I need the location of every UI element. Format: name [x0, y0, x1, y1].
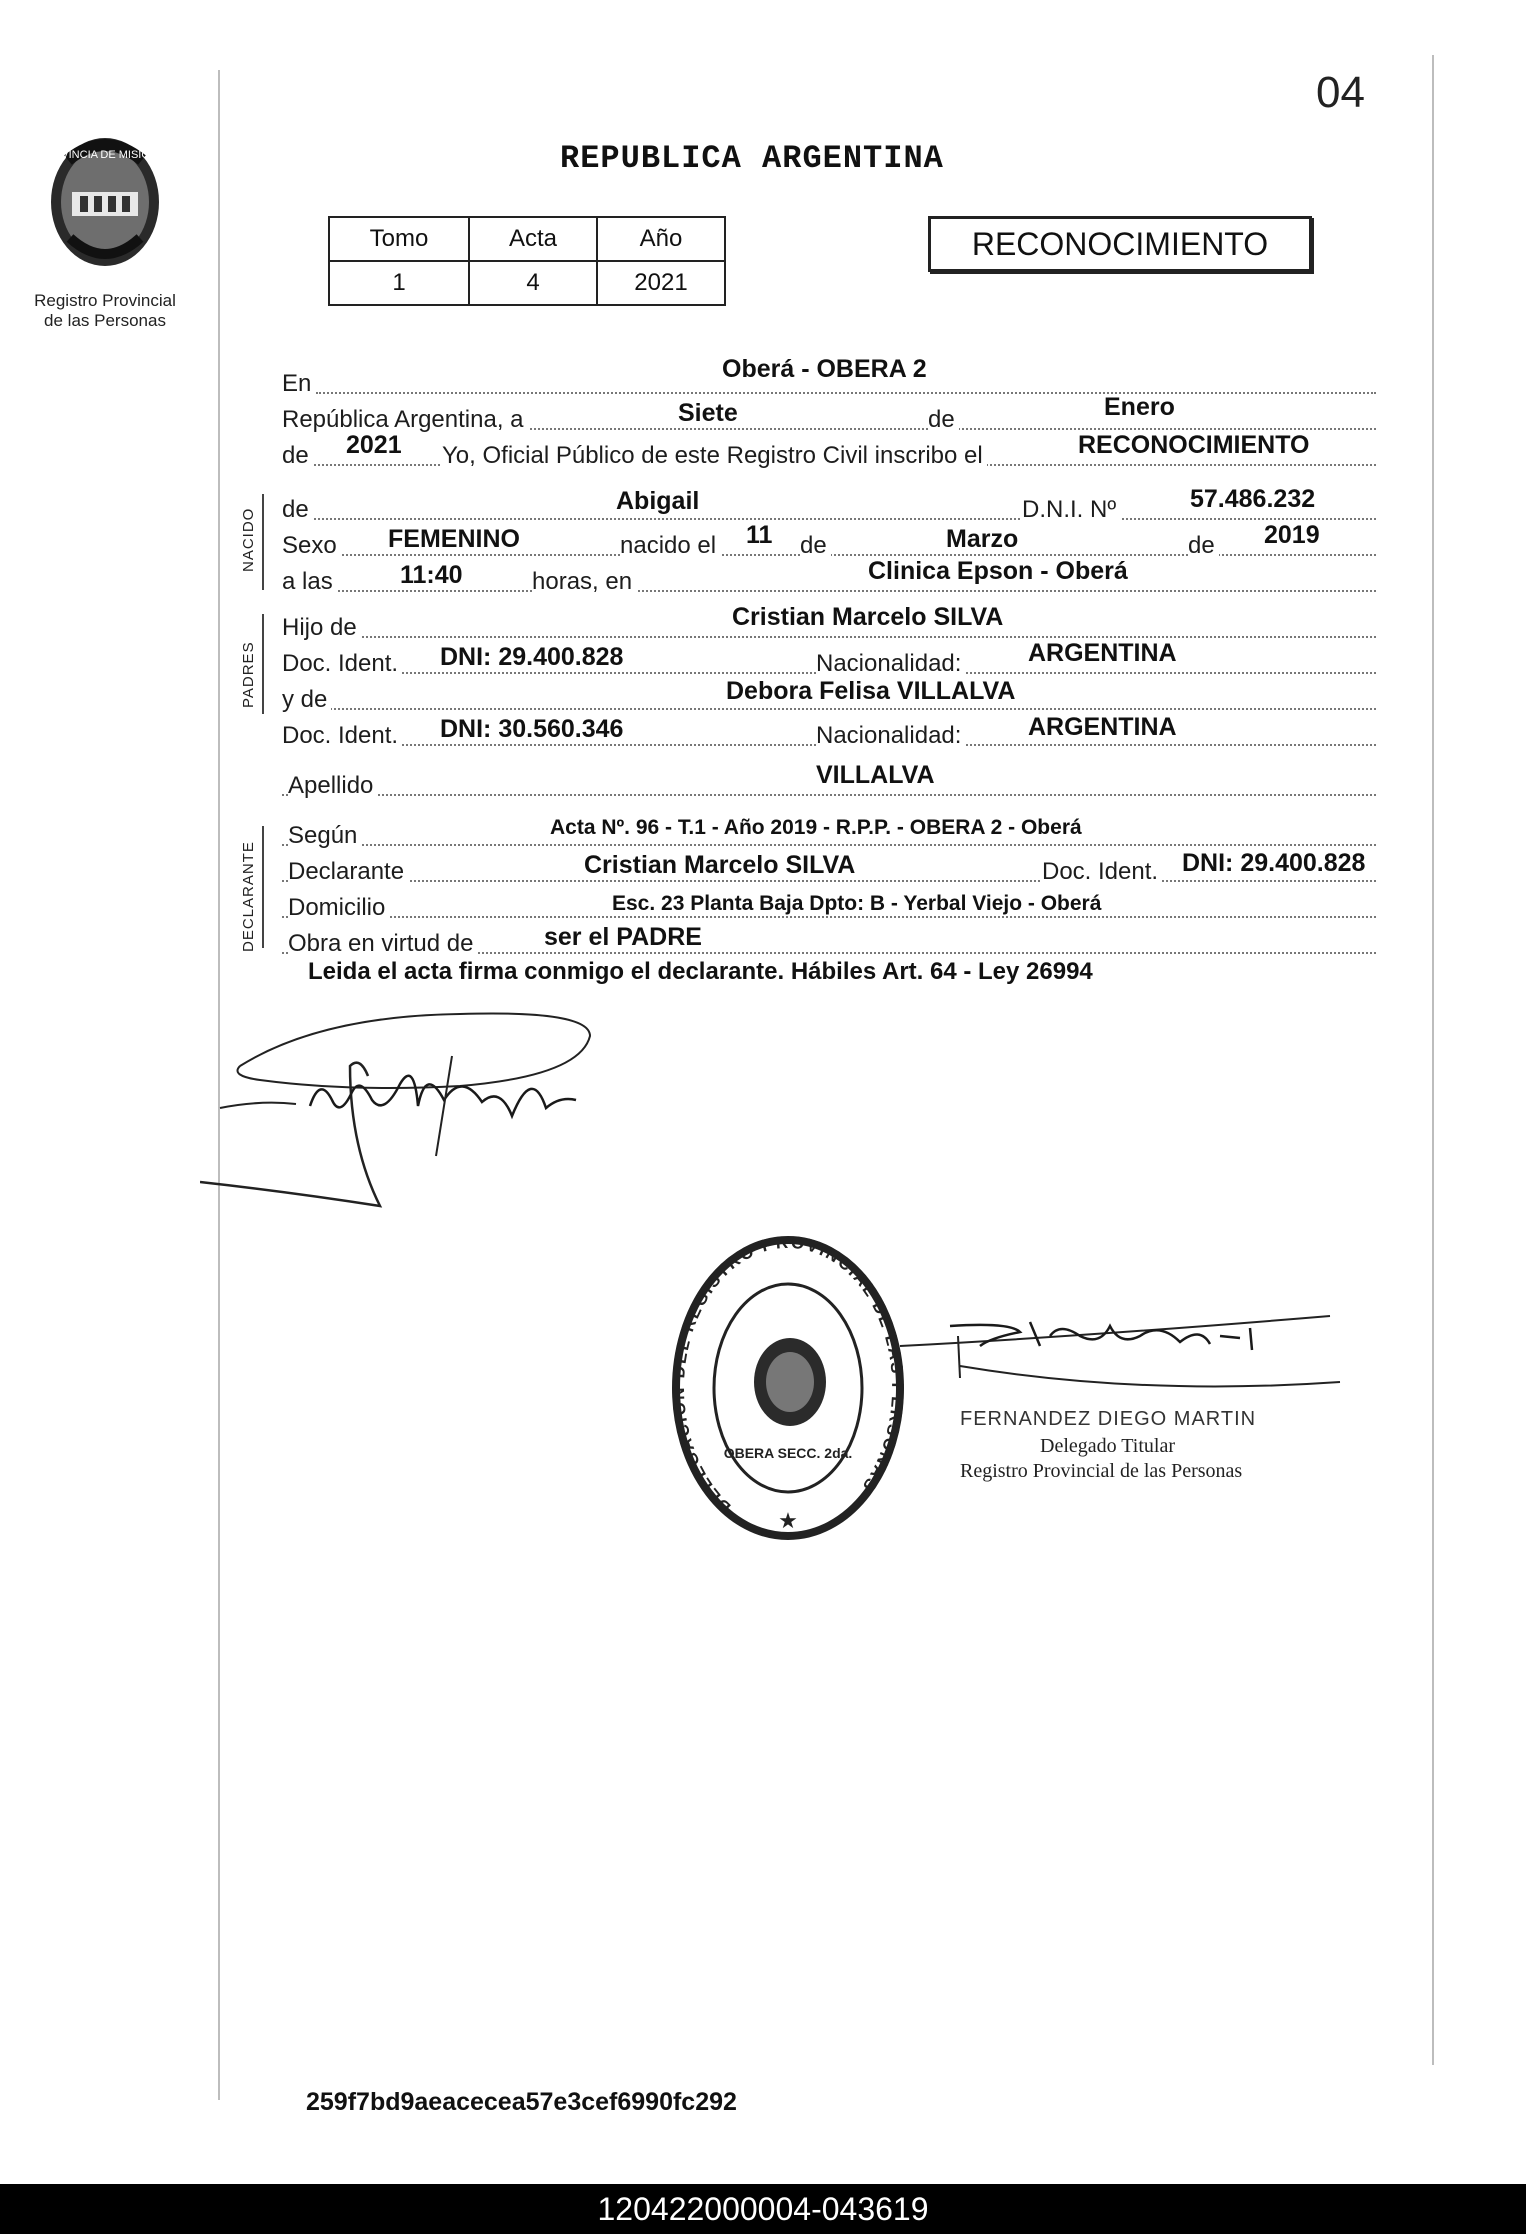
month-value: Enero	[1104, 393, 1175, 421]
registry-logo	[30, 130, 180, 331]
closing-statement: Leida el acta firma conmigo el declarante. Hábiles Art. 64 - Ley 26994	[308, 958, 1093, 985]
sexo-value: FEMENINO	[388, 525, 520, 553]
birth-time-value: 11:40	[400, 561, 463, 589]
father-nationality-value: ARGENTINA	[1028, 639, 1177, 667]
birth-day-value: 11	[746, 521, 773, 549]
registry-value-anio: 2021	[597, 261, 725, 305]
registry-value-acta: 4	[469, 261, 597, 305]
right-margin-line	[1432, 55, 1434, 2065]
act-type-box: RECONOCIMIENTO	[928, 216, 1312, 272]
registry-header-tomo: Tomo	[329, 217, 469, 261]
signer-block	[960, 1408, 1320, 1483]
registry-table	[328, 216, 726, 306]
line-madre: y de Debora Felisa VILLALVA	[282, 684, 1376, 714]
line-segun: Según Acta Nº. 96 - T.1 - Año 2019 - R.P.P. - OBERA 2 - Oberá	[282, 820, 1376, 850]
mother-name-value: Debora Felisa VILLALVA	[726, 677, 1016, 705]
signer-organization: Registro Provincial de las Personas	[960, 1460, 1243, 1482]
birth-year-value: 2019	[1264, 521, 1320, 549]
declarante-name-value: Cristian Marcelo SILVA	[584, 851, 856, 879]
signer-name: FERNANDEZ DIEGO MARTIN	[960, 1408, 1257, 1430]
registry-stamp	[668, 1232, 908, 1546]
line-inscribo: de 2021 Yo, Oficial Público de este Registro Civil inscribo el RECONOCIMIENTO	[282, 440, 1376, 470]
footer-id-bar: 120422000004-043619	[0, 2184, 1526, 2234]
apellido-value: VILLALVA	[816, 761, 935, 789]
registry-header-acta: Acta	[469, 217, 597, 261]
day-value: Siete	[678, 399, 738, 427]
line-obra: Obra en virtud de ser el PADRE	[282, 928, 1376, 958]
logo-caption: Registro Provincial de las Personas	[34, 291, 176, 330]
country-heading: REPUBLICA ARGENTINA	[560, 140, 944, 177]
registry-header-anio: Año	[597, 217, 725, 261]
line-nacido-hora: a las 11:40 horas, en Clinica Epson - Oberá	[282, 566, 1376, 596]
registry-value-tomo: 1	[329, 261, 469, 305]
mother-doc-value: DNI: 30.560.346	[440, 715, 624, 743]
segun-value: Acta Nº. 96 - T.1 - Año 2019 - R.P.P. - OBERA 2 - Oberá	[550, 816, 1082, 839]
declarant-signature	[200, 996, 620, 1216]
svg-text:OBERA SECC. 2da.: OBERA SECC. 2da.	[723, 1445, 853, 1461]
line-padre: Hijo de Cristian Marcelo SILVA	[282, 612, 1376, 642]
line-en: En Oberá - OBERA 2	[282, 368, 1376, 398]
birth-place-value: Clinica Epson - Oberá	[868, 557, 1128, 585]
provincial-seal-icon	[30, 130, 180, 280]
place-value: Oberá - OBERA 2	[722, 355, 927, 383]
child-dni-value: 57.486.232	[1190, 485, 1316, 513]
child-name-value: Abigail	[616, 487, 700, 515]
inscription-type-value: RECONOCIMIENTO	[1078, 431, 1310, 459]
birth-month-value: Marzo	[946, 525, 1019, 553]
line-nacido-nombre: de Abigail D.N.I. Nº 57.486.232	[282, 494, 1376, 524]
svg-text:PROVINCIA DE MISIONES: PROVINCIA DE MISIONES	[37, 149, 173, 161]
line-fecha: República Argentina, a Siete de Enero	[282, 404, 1376, 434]
registry-table-values	[329, 261, 725, 305]
signer-title: Delegado Titular	[1040, 1435, 1175, 1457]
svg-text:DELEGACION DEL REGISTRO PROVIN: DELEGACION DEL REGISTRO PROVINCIAL DE LAS PERSONAS	[668, 1232, 908, 1517]
father-doc-value: DNI: 29.400.828	[440, 643, 624, 671]
registry-table-header	[329, 217, 725, 261]
line-apellido: Apellido VILLALVA	[282, 770, 1376, 800]
document-hash: 259f7bd9aeacecea57e3cef6990fc292	[306, 2088, 737, 2116]
official-signature	[890, 1286, 1350, 1406]
declarante-doc-value: DNI: 29.400.828	[1182, 849, 1366, 877]
obra-value: ser el PADRE	[544, 923, 702, 951]
line-declarante: Declarante Cristian Marcelo SILVA Doc. Ident. DNI: 29.400.828	[282, 856, 1376, 886]
mother-nationality-value: ARGENTINA	[1028, 713, 1177, 741]
line-madre-doc: Doc. Ident. DNI: 30.560.346 Nacionalidad: ARGENTINA	[282, 720, 1376, 750]
line-domicilio: Domicilio Esc. 23 Planta Baja Dpto: B - Yerbal Viejo - Oberá	[282, 892, 1376, 922]
svg-text:★: ★	[778, 1508, 798, 1533]
line-padre-doc: Doc. Ident. DNI: 29.400.828 Nacionalidad: ARGENTINA	[282, 648, 1376, 678]
line-nacido-sexo: Sexo FEMENINO nacido el 11 de Marzo de 2019	[282, 530, 1376, 560]
page-number: 04	[1316, 68, 1365, 117]
year-value: 2021	[346, 431, 402, 459]
domicilio-value: Esc. 23 Planta Baja Dpto: B - Yerbal Viejo - Oberá	[612, 892, 1102, 915]
father-name-value: Cristian Marcelo SILVA	[732, 603, 1004, 631]
